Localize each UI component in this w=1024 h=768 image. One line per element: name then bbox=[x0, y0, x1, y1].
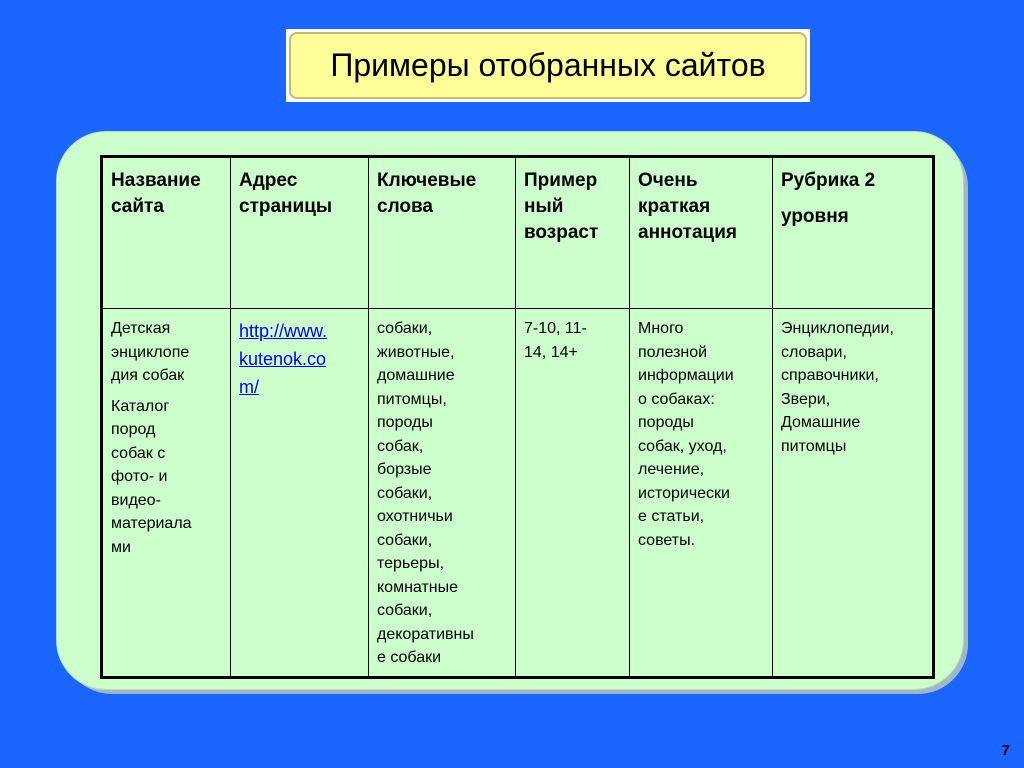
slide-title: Примеры отобранных сайтов bbox=[289, 32, 807, 99]
cell-age: 7-10, 11- 14, 14+ bbox=[516, 309, 630, 678]
cell-site-name: Детская энциклопе дия собак Каталог пород собак с фото- и видео- материала ми bbox=[102, 309, 231, 678]
cell-rubric: Энциклопедии, словари, справочники, Звери, Домашние питомцы bbox=[773, 309, 934, 678]
cell-annotation: Много полезной информации о собаках: породы собак, уход, лечение, исторически е статьи, советы. bbox=[630, 309, 773, 678]
title-frame bbox=[286, 29, 810, 102]
table-row bbox=[102, 309, 934, 678]
table-header-row bbox=[102, 157, 934, 309]
sites-table bbox=[100, 155, 935, 679]
cell-keywords: собаки, животные, домашние питомцы, породы собак, борзые собаки, охотничьи собаки, терьеры, комнатные собаки, декоративны е собаки bbox=[369, 309, 516, 678]
header-rubric: Рубрика 2 уровня bbox=[773, 157, 934, 309]
header-age: Пример ный возраст bbox=[516, 157, 630, 309]
header-site-name: Название сайта bbox=[102, 157, 231, 309]
header-annotation: Очень краткая аннотация bbox=[630, 157, 773, 309]
header-keywords: Ключевые слова bbox=[369, 157, 516, 309]
site-url-link[interactable]: http://www. kutenok.co m/ bbox=[239, 321, 328, 397]
cell-url bbox=[231, 309, 369, 678]
header-page-address: Адрес страницы bbox=[231, 157, 369, 309]
page-number: 7 bbox=[1001, 742, 1010, 759]
